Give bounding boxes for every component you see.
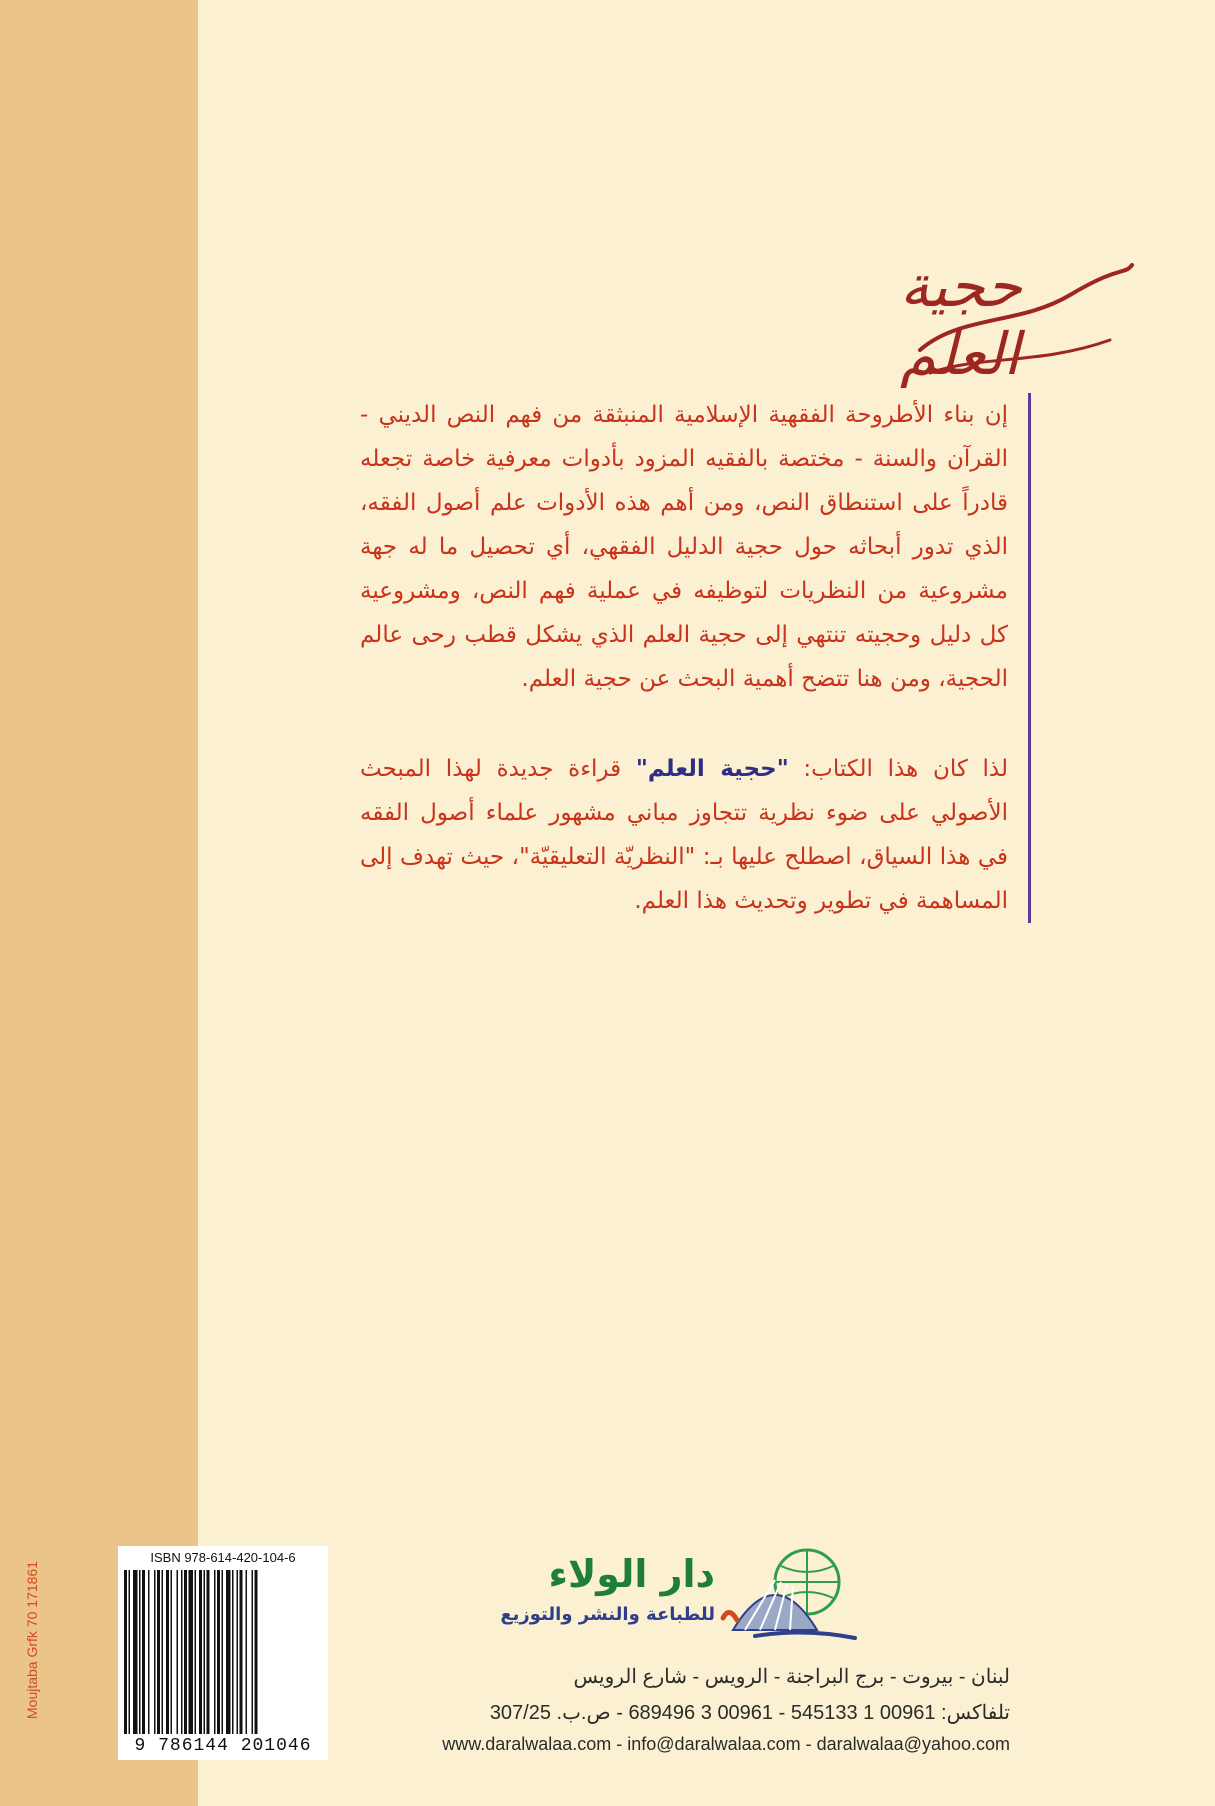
publisher-phones: تلفاكس: 00961 1 545133 - 00961 3 689496 - ص.ب. 307/25 bbox=[489, 1702, 1010, 1724]
publisher-address: لبنان - بيروت - برج البراجنة - الرويس - شارع الرويس bbox=[573, 1666, 1010, 1688]
blurb-p2-rest: قراءة جديدة لهذا المبحث الأصولي على ضوء نظرية تتجاوز مباني مشهور علماء أصول الفقه في هذا السياق، اصطلح عليها بـ: "النظريّة التعليقيّة"، حيث تهدف إلى المساهمة في تطوير وتحديث هذا العلم. bbox=[360, 756, 1008, 914]
barcode-bars-icon bbox=[124, 1570, 322, 1734]
printer-credit-text: Moujtaba Grfk 70 171861 bbox=[24, 1561, 40, 1719]
blurb-paragraph-2 bbox=[360, 747, 1008, 923]
isbn-text: ISBN 978-614-420-104-6 bbox=[150, 1550, 296, 1565]
isbn-barcode bbox=[118, 1546, 328, 1760]
book-name-highlight: "حجية العلم" bbox=[635, 756, 789, 782]
publisher-tagline: للطباعة والنشر والتوزيع bbox=[500, 1604, 715, 1625]
blurb-paragraph-1: إن بناء الأطروحة الفقهية الإسلامية المنبثقة من فهم النص الديني - القرآن والسنة - مختصة بالفقيه المزود بأدوات معرفية خاصة تجعله قادراً على استنطاق النص، ومن أهم هذه الأدوات علم أصول الفقه، الذي تدور أبحاثه حول حجية الدليل الفقهي، أي تحصيل ما له جهة مشروعية من النظريات لتوظيفه في عملية فهم النص، ومشروعية كل دليل وحجيته تنتهي إلى حجية العلم الذي يشكل قطب رحى عالم الحجية، ومن هنا تتضح أهمية البحث عن حجية العلم. bbox=[360, 402, 1008, 692]
blurb-p2-intro: لذا كان هذا الكتاب: bbox=[788, 756, 1009, 782]
book-title: حجية العلم bbox=[900, 252, 1022, 388]
ean-number: 9 786144 201046 bbox=[134, 1736, 312, 1756]
publisher-web: www.daralwalaa.com - info@daralwalaa.com - daralwalaa@yahoo.com bbox=[442, 1734, 1010, 1754]
printer-credit bbox=[18, 1520, 46, 1760]
publisher-name: دار الولاء bbox=[548, 1552, 715, 1596]
publisher-logo-icon bbox=[715, 1540, 865, 1650]
back-cover-blurb bbox=[360, 393, 1031, 923]
calligraphy-title bbox=[900, 252, 1140, 388]
